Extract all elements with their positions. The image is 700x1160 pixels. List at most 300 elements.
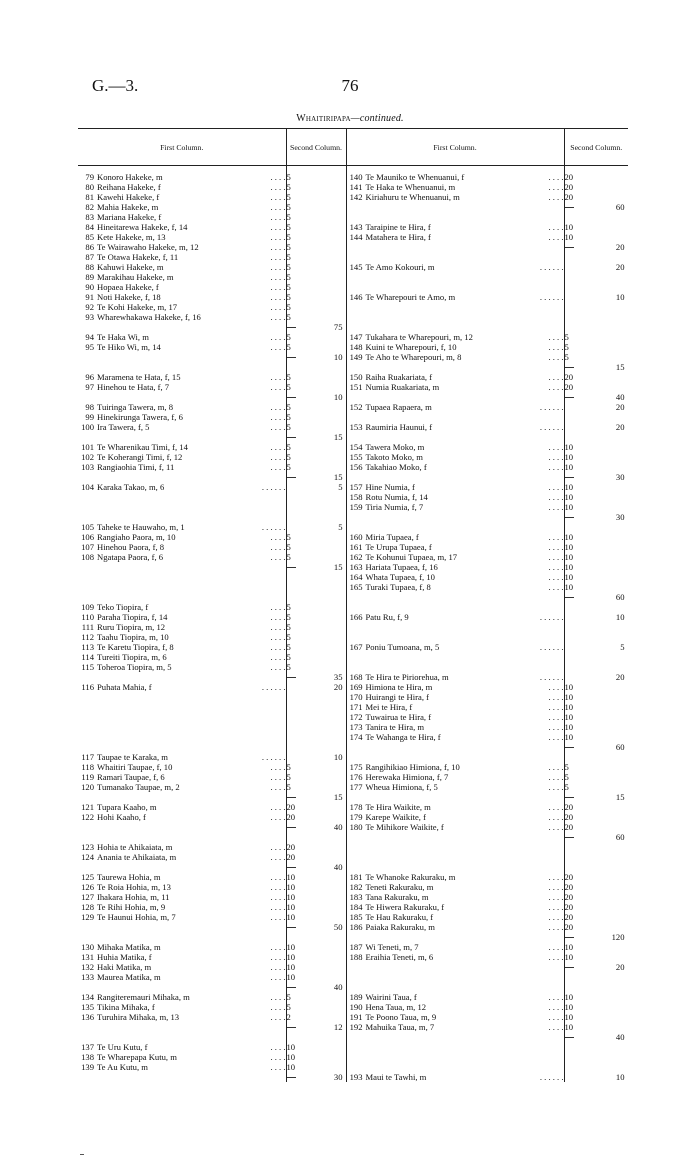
blank-line xyxy=(319,1042,345,1052)
blank-line xyxy=(565,1072,599,1082)
entry-number: 104 xyxy=(81,482,94,492)
blank-line xyxy=(599,902,627,912)
list-item xyxy=(78,912,286,922)
value-subcolumn xyxy=(319,482,345,492)
entry-name: Te Mihikore Waikite, f xyxy=(365,822,444,832)
value-subcolumn xyxy=(287,992,319,1032)
sum-rule xyxy=(565,792,599,802)
blank-line xyxy=(565,282,599,292)
left-second-column xyxy=(286,1042,346,1082)
right-entries xyxy=(346,992,564,1042)
sum-rule xyxy=(287,862,319,872)
entry-name: Te Amo Kokouri, m xyxy=(365,262,435,272)
blank-line xyxy=(347,392,564,402)
rule-line xyxy=(565,837,574,838)
entry-name: Anania te Ahikaiata, m xyxy=(97,852,177,862)
entry-number: 90 xyxy=(85,282,94,292)
leader-dots: . . . . xyxy=(270,912,286,922)
rule-line xyxy=(565,797,574,798)
list-item xyxy=(78,952,286,962)
total-value: 20 xyxy=(615,262,625,272)
second-value: 10 xyxy=(286,882,296,892)
list-item xyxy=(347,992,564,1002)
blank-line xyxy=(599,282,627,292)
entry-number: 160 xyxy=(349,532,363,542)
left-second-column xyxy=(286,402,346,442)
blank-line xyxy=(319,202,345,212)
group-total xyxy=(599,1032,627,1042)
right-second-column xyxy=(564,332,628,372)
right-second-column xyxy=(564,172,628,332)
group-total xyxy=(319,522,345,532)
value-subcolumn xyxy=(599,992,627,1042)
list-item xyxy=(347,882,564,892)
blank-line xyxy=(599,1012,627,1022)
blank-line xyxy=(319,372,345,382)
rule-line xyxy=(565,967,574,968)
second-value: 20 xyxy=(564,802,574,812)
list-item xyxy=(347,552,564,562)
second-value: 5 xyxy=(286,632,291,642)
second-value: 20 xyxy=(564,382,574,392)
blank-line xyxy=(599,372,627,382)
blank-line xyxy=(599,822,627,832)
blank-line xyxy=(347,282,564,292)
leader-dots: . . . . xyxy=(548,442,564,452)
blank-line xyxy=(287,752,319,762)
entry-name: Wheua Himiona, f, 5 xyxy=(365,782,438,792)
blank-line xyxy=(319,762,345,772)
entry-number: 108 xyxy=(81,552,94,562)
entry-name: Numia Ruakariata, m xyxy=(365,382,440,392)
total-value: 40 xyxy=(333,822,343,832)
second-value: 2 xyxy=(286,1012,291,1022)
second-value: 5 xyxy=(286,542,291,552)
sum-rule xyxy=(565,932,599,942)
entry-name: Tureiti Tiopira, m, 6 xyxy=(97,652,167,662)
second-value: 10 xyxy=(286,942,296,952)
leader-dots: . . . . xyxy=(270,892,286,902)
blank-line xyxy=(78,352,286,362)
blank-line xyxy=(319,902,345,912)
entry-number: 93 xyxy=(85,312,94,322)
blank-line xyxy=(565,422,599,432)
blank-line xyxy=(599,762,627,772)
blank-line xyxy=(599,332,627,342)
entry-number: 115 xyxy=(81,662,94,672)
leader-dots: . . . . xyxy=(270,222,286,232)
left-entries xyxy=(78,682,286,752)
value-subcolumn xyxy=(599,942,627,972)
value-subcolumn xyxy=(565,1042,599,1082)
table-row xyxy=(78,532,628,602)
entry-number: 122 xyxy=(81,812,94,822)
list-item xyxy=(78,1052,286,1062)
blank-line xyxy=(347,362,564,372)
blank-line xyxy=(78,862,286,872)
blank-line xyxy=(565,602,599,612)
second-value: 5 xyxy=(286,412,291,422)
blank-line xyxy=(319,442,345,452)
entry-number: 114 xyxy=(81,652,94,662)
blank-line xyxy=(599,942,627,952)
blank-line xyxy=(599,802,627,812)
entry-number: 120 xyxy=(81,782,94,792)
entry-number: 118 xyxy=(81,762,94,772)
right-entries xyxy=(346,942,564,992)
entry-number: 172 xyxy=(349,712,363,722)
list-item xyxy=(78,172,286,182)
entry-number: 105 xyxy=(81,522,94,532)
list-item xyxy=(78,182,286,192)
blank-line xyxy=(287,482,319,492)
list-item xyxy=(347,372,564,382)
blank-line xyxy=(565,662,599,672)
second-value: 10 xyxy=(286,912,296,922)
list-item xyxy=(347,492,564,502)
blank-line xyxy=(78,562,286,572)
entry-name: Karaka Takao, m, 6 xyxy=(97,482,165,492)
blank-line xyxy=(347,662,564,672)
value-subcolumn xyxy=(599,482,627,522)
list-item xyxy=(78,282,286,292)
entry-number: 100 xyxy=(81,422,94,432)
leader-dots: . . . . xyxy=(548,692,564,702)
blank-line xyxy=(599,172,627,182)
value-subcolumn xyxy=(599,372,627,402)
entry-number: 182 xyxy=(349,882,363,892)
leader-dots: . . . . . . xyxy=(261,522,286,532)
entry-name: Hohia te Ahikaiata, m xyxy=(97,842,173,852)
entry-name: Te Wairawaho Hakeke, m, 12 xyxy=(97,242,199,252)
second-value: 10 xyxy=(564,682,574,692)
second-value: 10 xyxy=(564,992,574,1002)
leader-dots: . . . . xyxy=(548,502,564,512)
rule-line xyxy=(287,797,296,798)
list-item xyxy=(347,462,564,472)
total-value: 30 xyxy=(333,1072,343,1082)
entry-name: Tuiringa Tawera, m, 8 xyxy=(97,402,174,412)
table-row xyxy=(78,872,628,942)
group-total xyxy=(599,612,627,622)
group-total xyxy=(319,822,345,832)
blank-line xyxy=(599,272,627,282)
second-value: 10 xyxy=(564,1002,574,1012)
blank-line xyxy=(347,592,564,602)
blank-line xyxy=(78,982,286,992)
value-subcolumn xyxy=(599,602,627,682)
second-value: 10 xyxy=(286,872,296,882)
blank-line xyxy=(347,412,564,422)
blank-line xyxy=(319,632,345,642)
leader-dots: . . . . xyxy=(270,342,286,352)
rule-line xyxy=(287,397,296,398)
value-subcolumn xyxy=(565,332,599,372)
entry-number: 135 xyxy=(81,1002,94,1012)
blank-line xyxy=(599,1052,627,1062)
blank-line xyxy=(319,882,345,892)
entry-number: 192 xyxy=(349,1022,363,1032)
total-value: 35 xyxy=(333,672,343,682)
list-item xyxy=(78,402,286,412)
total-value: 15 xyxy=(333,432,343,442)
left-second-column xyxy=(286,442,346,482)
leader-dots: . . . . xyxy=(270,282,286,292)
group-total xyxy=(599,512,627,522)
leader-dots: . . . . xyxy=(270,762,286,772)
entry-number: 153 xyxy=(349,422,363,432)
total-value: 5 xyxy=(338,522,343,532)
list-item xyxy=(78,442,286,452)
blank-line xyxy=(599,712,627,722)
leader-dots: . . . . xyxy=(548,812,564,822)
sum-rule xyxy=(287,1022,319,1032)
rule-line xyxy=(287,567,296,568)
entry-number: 116 xyxy=(81,682,94,692)
rule-line xyxy=(287,1077,296,1078)
entry-name: Te Hau Rakuraku, f xyxy=(365,912,434,922)
blank-line xyxy=(319,332,345,342)
entry-number: 171 xyxy=(349,702,363,712)
value-subcolumn xyxy=(319,532,345,572)
value-subcolumn xyxy=(319,602,345,682)
blank-line xyxy=(319,182,345,192)
value-subcolumn xyxy=(599,442,627,482)
entry-number: 157 xyxy=(349,482,363,492)
left-entries xyxy=(78,522,286,532)
entry-number: 149 xyxy=(349,352,363,362)
entry-name: Hinekirunga Tawera, f, 6 xyxy=(97,412,183,422)
leader-dots: . . . . xyxy=(270,802,286,812)
list-item xyxy=(78,532,286,542)
second-value: 5 xyxy=(286,402,291,412)
entry-name: Te Koherangi Timi, f, 12 xyxy=(97,452,183,462)
entry-name: Te Karetu Tiopira, f, 8 xyxy=(97,642,174,652)
list-item xyxy=(78,882,286,892)
leader-dots: . . . . xyxy=(548,482,564,492)
list-item xyxy=(78,372,286,382)
total-value: 5 xyxy=(620,642,625,652)
entry-name: Kiriahuru te Whenuanui, m xyxy=(365,192,460,202)
entry-number: 88 xyxy=(85,262,94,272)
entry-name: Karepe Waikite, f xyxy=(365,812,426,822)
blank-line xyxy=(599,252,627,262)
table-row xyxy=(78,332,628,372)
entry-name: Kuini te Wharepouri, f, 10 xyxy=(365,342,457,352)
list-item xyxy=(347,382,564,392)
subtitle-continued: —continued. xyxy=(350,113,404,124)
group-total xyxy=(599,422,627,432)
blank-line xyxy=(319,992,345,1002)
entry-number: 119 xyxy=(81,772,94,782)
register-table xyxy=(78,128,628,1082)
entry-number: 87 xyxy=(85,252,94,262)
leader-dots: . . . . xyxy=(548,342,564,352)
list-item xyxy=(347,1022,564,1032)
second-value: 10 xyxy=(286,962,296,972)
list-item xyxy=(347,682,564,692)
second-value: 5 xyxy=(286,532,291,542)
right-entries xyxy=(346,872,564,942)
total-value: 10 xyxy=(615,292,625,302)
list-item xyxy=(347,812,564,822)
value-subcolumn xyxy=(565,992,599,1042)
list-item xyxy=(78,232,286,242)
table-row xyxy=(78,482,628,522)
second-value: 5 xyxy=(286,282,291,292)
second-value: 5 xyxy=(286,782,291,792)
group-total xyxy=(319,672,345,682)
entry-number: 132 xyxy=(81,962,94,972)
value-subcolumn xyxy=(565,482,599,522)
entry-number: 127 xyxy=(81,892,94,902)
blank-line xyxy=(287,522,319,532)
list-item xyxy=(78,602,286,612)
blank-line xyxy=(347,602,564,612)
list-item xyxy=(78,1062,286,1072)
leader-dots: . . . . . . xyxy=(539,672,564,682)
blank-line xyxy=(599,212,627,222)
second-value: 5 xyxy=(286,422,291,432)
value-subcolumn xyxy=(599,872,627,942)
left-second-column xyxy=(286,482,346,522)
table-row xyxy=(78,752,628,762)
blank-line xyxy=(599,882,627,892)
left-second-column xyxy=(286,682,346,752)
second-value: 5 xyxy=(286,312,291,322)
second-value: 10 xyxy=(564,532,574,542)
leader-dots: . . . . xyxy=(270,852,286,862)
list-item xyxy=(347,942,564,952)
leader-dots: . . . . xyxy=(270,602,286,612)
blank-line xyxy=(319,232,345,242)
page-number: 76 xyxy=(341,76,359,95)
entry-number: 162 xyxy=(349,552,363,562)
leader-dots: . . . . xyxy=(270,952,286,962)
blank-line xyxy=(599,452,627,462)
value-subcolumn xyxy=(319,402,345,442)
total-value: 20 xyxy=(615,962,625,972)
blank-line xyxy=(347,512,564,522)
entry-name: Miria Tupaea, f xyxy=(365,532,419,542)
list-item xyxy=(78,892,286,902)
entry-name: Maui te Tawhi, m xyxy=(365,1072,427,1082)
blank-line xyxy=(319,542,345,552)
list-item xyxy=(347,502,564,512)
group-total xyxy=(599,792,627,802)
second-value: 10 xyxy=(564,562,574,572)
blank-line xyxy=(347,632,564,642)
total-value: 40 xyxy=(333,862,343,872)
leader-dots: . . . . xyxy=(270,1062,286,1072)
sum-rule xyxy=(565,1032,599,1042)
leader-dots: . . . . . . xyxy=(539,262,564,272)
total-value: 40 xyxy=(333,982,343,992)
second-value: 5 xyxy=(286,262,291,272)
left-entries xyxy=(78,802,286,842)
total-value: 12 xyxy=(333,1022,343,1032)
entry-number: 81 xyxy=(85,192,94,202)
entry-name: Te Otawa Hakeke, f, 11 xyxy=(97,252,179,262)
total-value: 10 xyxy=(333,352,343,362)
entry-name: Matahera te Hira, f xyxy=(365,232,431,242)
list-item xyxy=(78,902,286,912)
blank-line xyxy=(319,1012,345,1022)
sum-rule xyxy=(287,822,319,832)
entry-number: 177 xyxy=(349,782,363,792)
entry-name: Haki Matika, m xyxy=(97,962,152,972)
leader-dots: . . . . xyxy=(270,212,286,222)
blank-line xyxy=(319,842,345,852)
entry-number: 103 xyxy=(81,462,94,472)
value-subcolumn xyxy=(319,842,345,872)
left-entries xyxy=(78,762,286,802)
rule-line xyxy=(565,207,574,208)
leader-dots: . . . . xyxy=(548,992,564,1002)
blank-line xyxy=(319,1052,345,1062)
blank-line xyxy=(319,772,345,782)
leader-dots: . . . . . . xyxy=(539,292,564,302)
sum-rule xyxy=(287,352,319,362)
entry-name: Tuwairua te Hira, f xyxy=(365,712,432,722)
leader-dots: . . . . xyxy=(270,532,286,542)
blank-line xyxy=(565,262,599,272)
entry-number: 183 xyxy=(349,892,363,902)
left-second-column xyxy=(286,842,346,872)
second-value: 5 xyxy=(286,602,291,612)
blank-line xyxy=(347,1062,564,1072)
value-subcolumn xyxy=(287,872,319,932)
blank-line xyxy=(319,942,345,952)
table-row xyxy=(78,442,628,482)
second-value: 5 xyxy=(286,182,291,192)
second-value: 5 xyxy=(564,772,569,782)
second-value: 10 xyxy=(564,732,574,742)
blank-line xyxy=(347,202,564,212)
list-item xyxy=(78,662,286,672)
leader-dots: . . . . xyxy=(548,772,564,782)
list-item xyxy=(347,822,564,832)
entry-name: Turuhira Mihaka, m, 13 xyxy=(97,1012,180,1022)
leader-dots: . . . . xyxy=(548,1012,564,1022)
list-item xyxy=(347,802,564,812)
entry-name: Hopaea Hakeke, f xyxy=(97,282,159,292)
blank-line xyxy=(319,342,345,352)
second-value: 10 xyxy=(564,942,574,952)
leader-dots: . . . . xyxy=(270,172,286,182)
blank-line xyxy=(565,432,599,442)
group-total xyxy=(319,752,345,762)
sum-rule xyxy=(565,472,599,482)
list-item xyxy=(78,192,286,202)
blank-line xyxy=(78,822,286,832)
list-item xyxy=(78,1012,286,1022)
list-item xyxy=(347,572,564,582)
leader-dots: . . . . xyxy=(270,382,286,392)
left-second-column xyxy=(286,992,346,1042)
entry-number: 146 xyxy=(349,292,363,302)
list-item xyxy=(347,922,564,932)
entry-number: 141 xyxy=(349,182,363,192)
leader-dots: . . . . xyxy=(270,552,286,562)
second-value: 5 xyxy=(564,762,569,772)
second-value: 5 xyxy=(286,1002,291,1012)
group-total xyxy=(599,362,627,372)
list-item xyxy=(347,772,564,782)
entry-number: 154 xyxy=(349,442,363,452)
leader-dots: . . . . xyxy=(270,1012,286,1022)
list-item xyxy=(78,382,286,392)
